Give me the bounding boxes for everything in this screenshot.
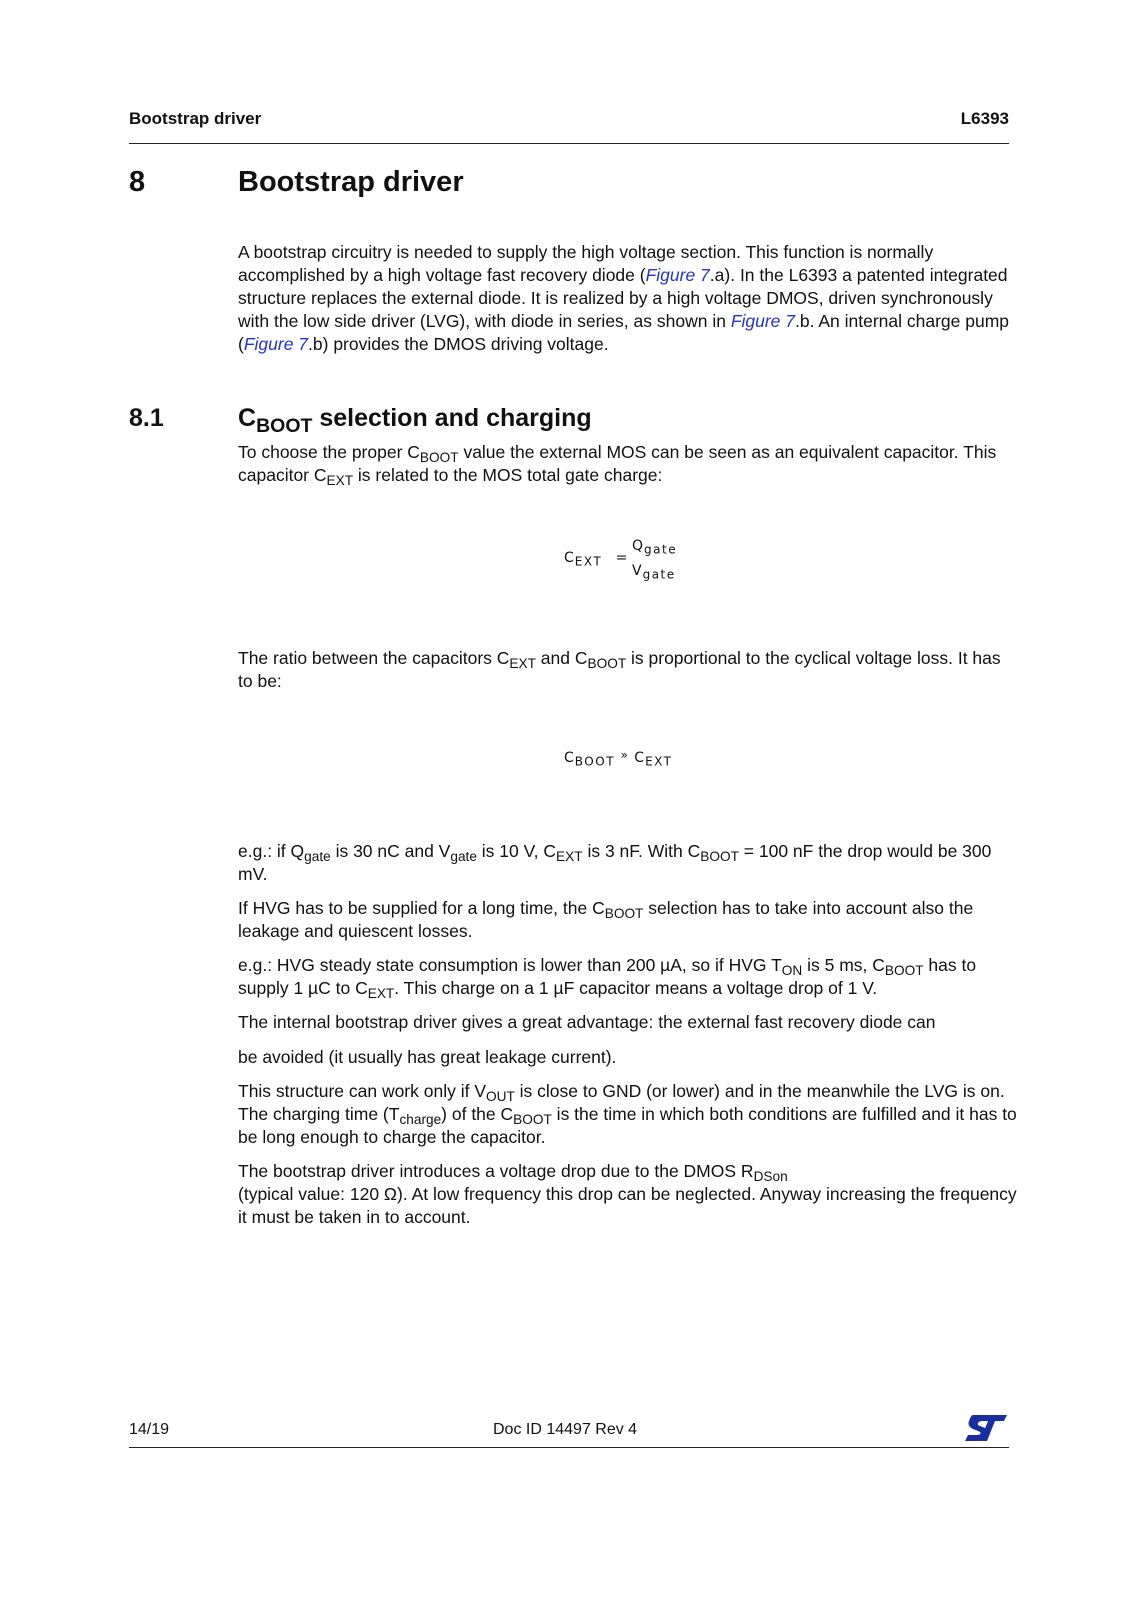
intro-paragraph: A bootstrap circuitry is needed to supply the high voltage section. This function is normally accomplished by a high voltage fast recovery diode (Figure 7.a). In the L6393 a patented integrated structure replaces the external diode. It is realized by a high voltage DMOS, driven synchronously with the low side driver (LVG), with diode in series, as shown in Figure 7.b. An internal charge pump (Figure 7.b) provides the DMOS driving voltage. [238, 242, 1010, 354]
equation-cext-lhs: $C_{EXT}$ = [564, 550, 629, 569]
advantage-paragraph-line1: The internal bootstrap driver gives a great advantage: the external fast recovery diode can [238, 1012, 936, 1032]
section-title: Bootstrap driver [238, 166, 464, 198]
example-paragraph-1: e.g.: if $Q_{gate}$ is 30 nC and $V_{gate}$ is 10 V, $C_{EXT}$ is 3 nF. With $C_{BOOT} = 100$ nF the drop would be 300 mV. [238, 841, 992, 884]
figure-link[interactable]: Figure 7 [645, 265, 710, 285]
equation-cboot-much-greater: $C_{BOOT}$ » $C_{EXT}$ [564, 748, 673, 769]
fraction-denominator: $V_{gate}$ [632, 563, 676, 582]
hvg-supply-paragraph: If HVG has to be supplied for a long time, the $C_{BOOT}$ selection has to take into account also the leakage and quiescent losses. [238, 898, 974, 941]
ratio-paragraph: The ratio between the capacitors $C_{EXT}$ and $C_{BOOT}$ is proportional to the cyclical voltage loss. It has to be: [238, 648, 1001, 691]
doc-id: Doc ID 14497 Rev 4 [493, 1421, 638, 1438]
voltage-drop-paragraph: The bootstrap driver introduces a voltage drop due to the DMOS $R_{DSon}$ (typical value: 120 Ω). At low frequency this drop can be neglected. Anyway increasing the frequency it must be taken in to account. [238, 1161, 1017, 1227]
figure-link[interactable]: Figure 7 [730, 311, 796, 331]
equation-fraction [632, 538, 682, 588]
figure-link[interactable]: Figure 7 [243, 334, 309, 354]
page-footer [129, 1419, 1009, 1448]
page-number: 14/19 [129, 1421, 170, 1438]
st-logo-icon [963, 1413, 1009, 1448]
section-number: 8 [129, 166, 146, 198]
page-header [129, 109, 1009, 144]
example-paragraph-2: e.g.: HVG steady state consumption is lower than 200 µA, so if HVG $T_{ON}$ is 5 ms, $C_{BOOT}$ has to supply 1 µC to $C_{EXT}$. This charge on a 1 µF capacitor means a voltage drop of 1 V. [238, 955, 977, 1002]
subsection-number: 8.1 [129, 404, 164, 432]
advantage-paragraph-line2: be avoided (it usually has great leakage current). [238, 1047, 617, 1067]
charging-condition-paragraph: This structure can work only if $V_{OUT}$ is close to GND (or lower) and in the meanwhile the LVG is on. The charging time $(T_{charge})$ of the $C_{BOOT}$ is the time in which both conditions are fulfilled and it has to be long enough to charge the capacitor. [238, 1081, 1017, 1147]
fraction-numerator: $Q_{gate}$ [632, 538, 678, 557]
cboot-intro-paragraph: To choose the proper $C_{BOOT}$ value the external MOS can be seen as an equivalent capacitor. This capacitor $C_{EXT}$ is related to the MOS total gate charge: [238, 442, 997, 489]
header-section-title: Bootstrap driver [129, 109, 262, 128]
header-part-number: L6393 [960, 109, 1009, 128]
subsection-title: $C_{BOOT}$ selection and charging [238, 404, 592, 437]
